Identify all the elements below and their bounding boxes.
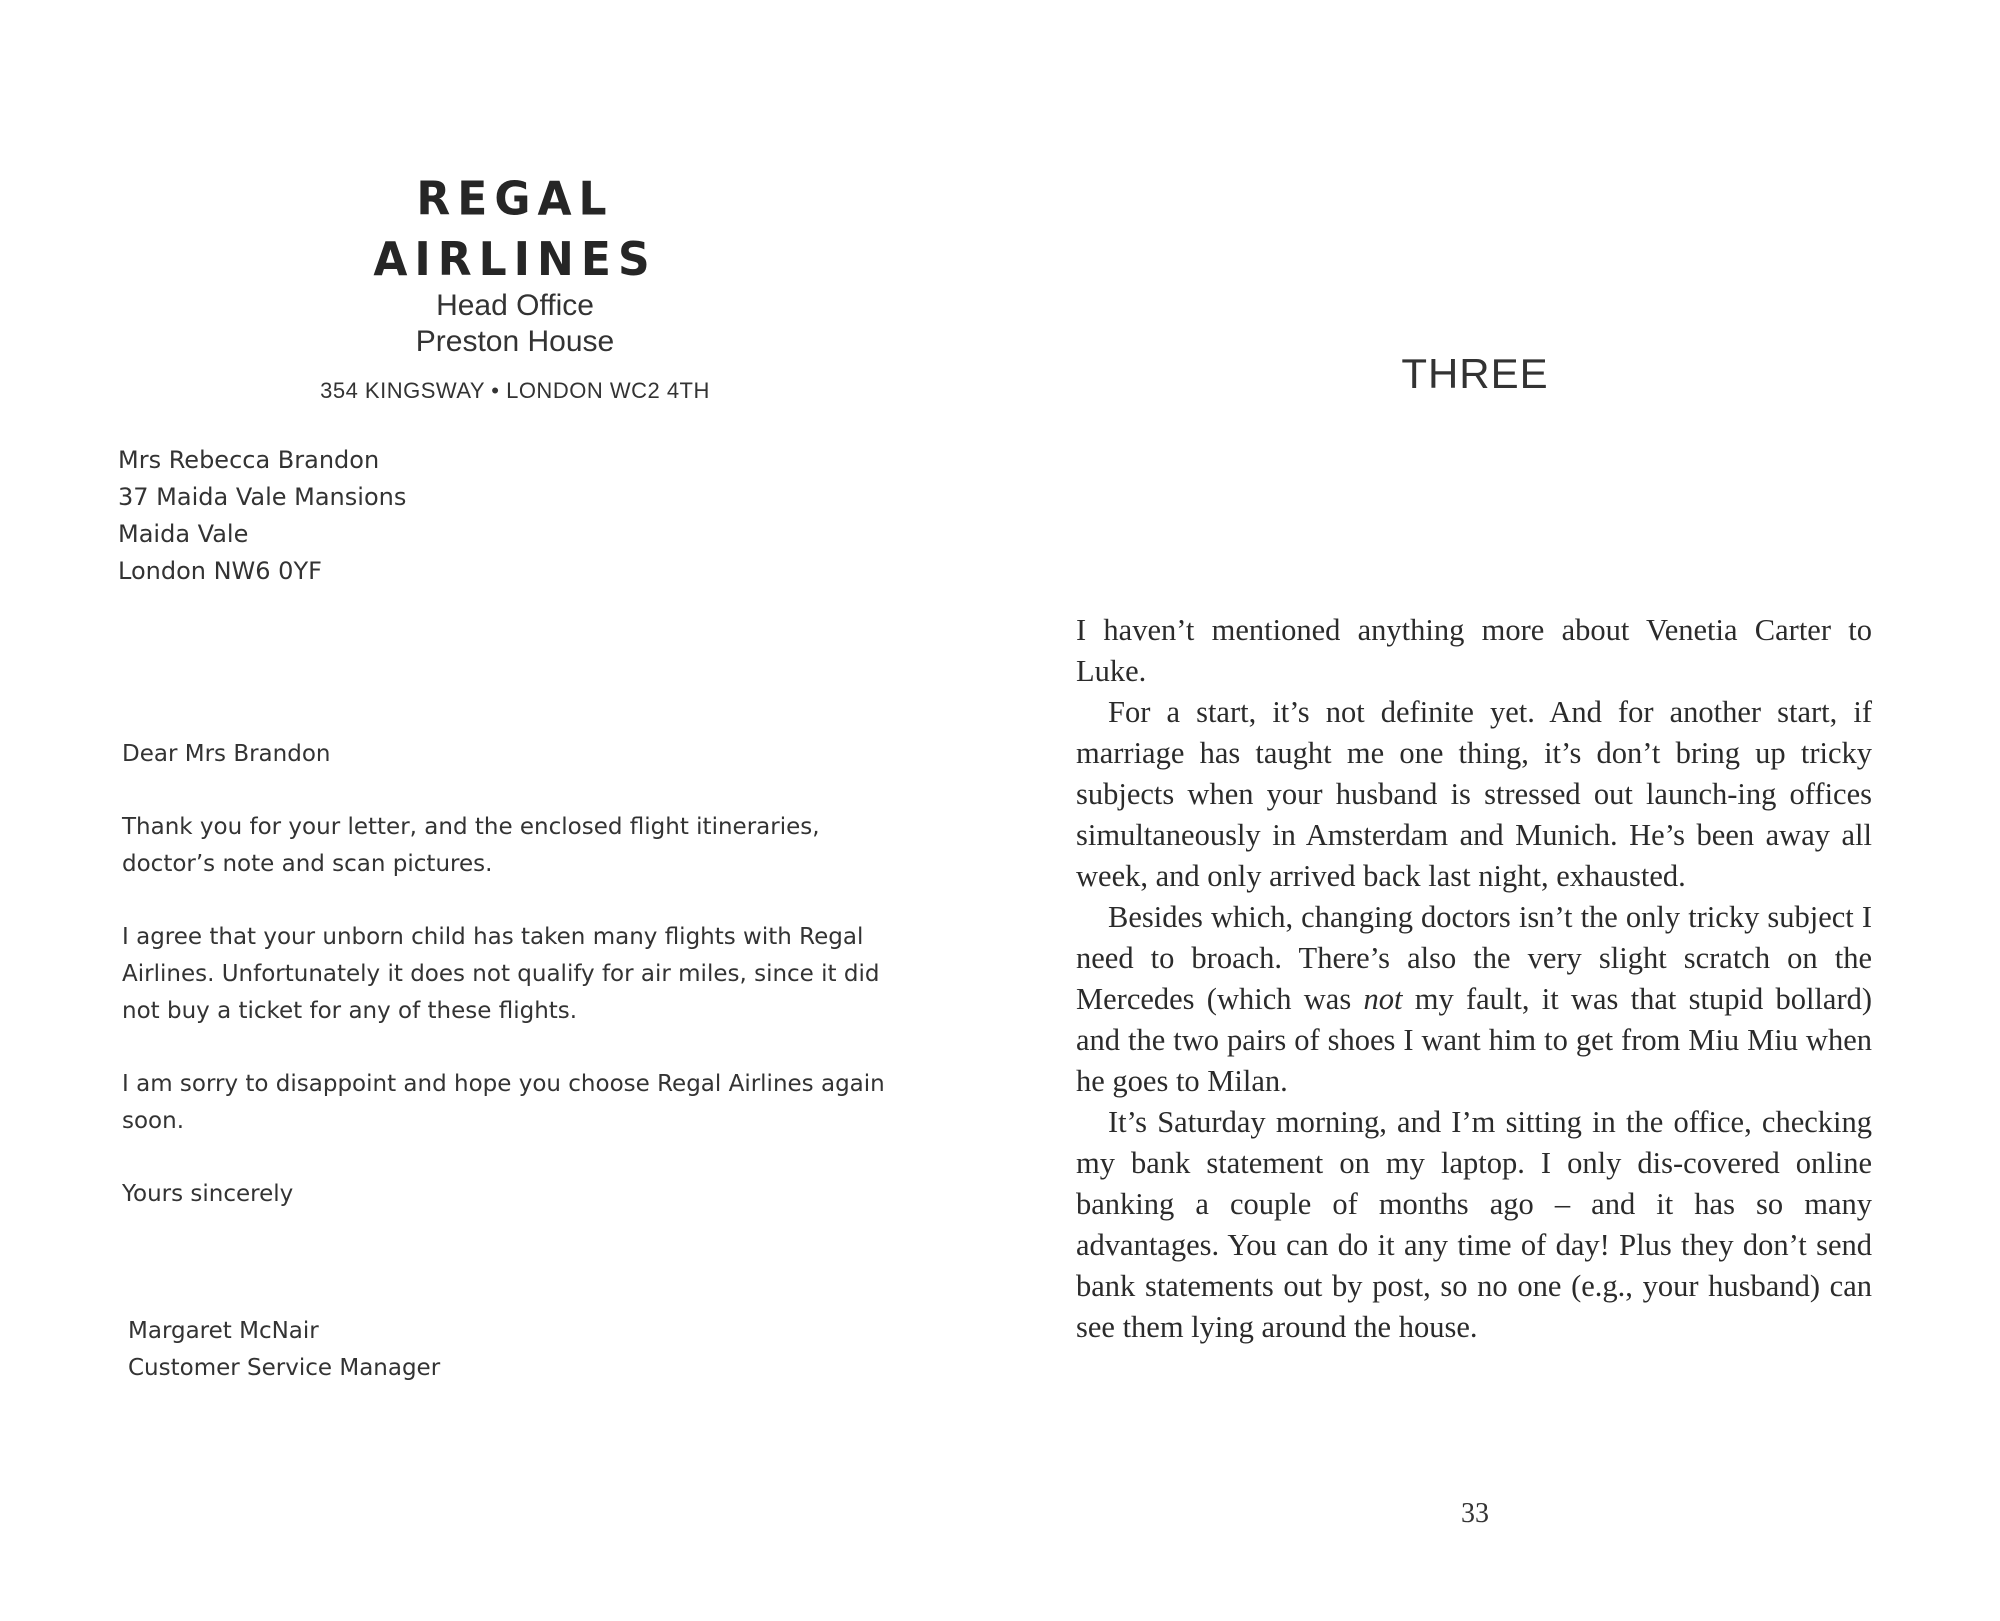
chapter-text — [1076, 610, 1872, 1348]
recipient-address — [118, 442, 406, 590]
recipient-line: Mrs Rebecca Brandon — [118, 446, 380, 474]
chapter-paragraph: I haven’t mentioned anything more about Venetia Carter to Luke. — [1076, 613, 1872, 688]
signatory-name: Margaret McNair — [128, 1318, 319, 1344]
signature-block — [128, 1313, 440, 1387]
salutation: Dear Mrs Brandon — [122, 741, 331, 767]
chapter-title-text: THREE — [1401, 350, 1549, 397]
office-name: Head Office — [436, 289, 594, 322]
signatory-title: Customer Service Manager — [128, 1355, 441, 1381]
chapter-paragraph: It’s Saturday morning, and I’m sitting in the office, checking my bank statement on my laptop. I only dis-covered online banking a couple of months ago – and it has so many advantages. You can do it any time of day! Plus they don’t send bank statements out by post, so no one (e.g., your husband) can see them lying around the house. — [1076, 1105, 1872, 1344]
paragraph-segment: Besides which, changing doctors isn’t the only tricky subject I need to broach. There’s also the very slight scratch on the Mercedes (which was — [1076, 900, 1872, 1016]
chapter-page — [1000, 0, 2000, 1621]
recipient-line: Maida Vale — [118, 520, 249, 548]
page-number: 33 — [1461, 1498, 1489, 1529]
letter-paragraph: I agree that your unborn child has taken many flights with Regal Airlines. Unfortunately it does not qualify for air miles, since it did not buy a ticket for any of these flights. — [122, 924, 880, 1024]
paragraph-segment: my fault, it was that stupid bollard) and the two pairs of shoes I want him to get from Miu Miu when he goes to Milan. — [1076, 982, 1873, 1098]
letter-paragraph: Thank you for your letter, and the enclosed flight itineraries, doctor’s note and scan pictures. — [122, 814, 820, 877]
closing: Yours sincerely — [122, 1181, 294, 1207]
chapter-paragraph: For a start, it’s not definite yet. And for another start, if marriage has taught me one thing, it’s don’t bring up tricky subjects when your husband is stressed out launch-ing offices simultaneously in Amsterdam and Munich. He’s been away all week, and only arrived back last night, exhausted. — [1076, 695, 1872, 893]
recipient-line: London NW6 0YF — [118, 557, 322, 585]
chapter-title — [1000, 350, 1950, 398]
letterhead — [290, 172, 740, 406]
letter-body — [122, 736, 902, 1249]
emphasis-text: not — [1363, 982, 1403, 1016]
letter-paragraph: I am sorry to disappoint and hope you choose Regal Airlines again soon. — [122, 1071, 885, 1134]
recipient-line: 37 Maida Vale Mansions — [118, 483, 407, 511]
company-name: REGAL AIRLINES — [373, 172, 657, 287]
company-address: 354 KINGSWAY • LONDON WC2 4TH — [320, 378, 710, 403]
building-name: Preston House — [415, 325, 615, 358]
chapter-paragraph — [1076, 897, 1872, 1102]
